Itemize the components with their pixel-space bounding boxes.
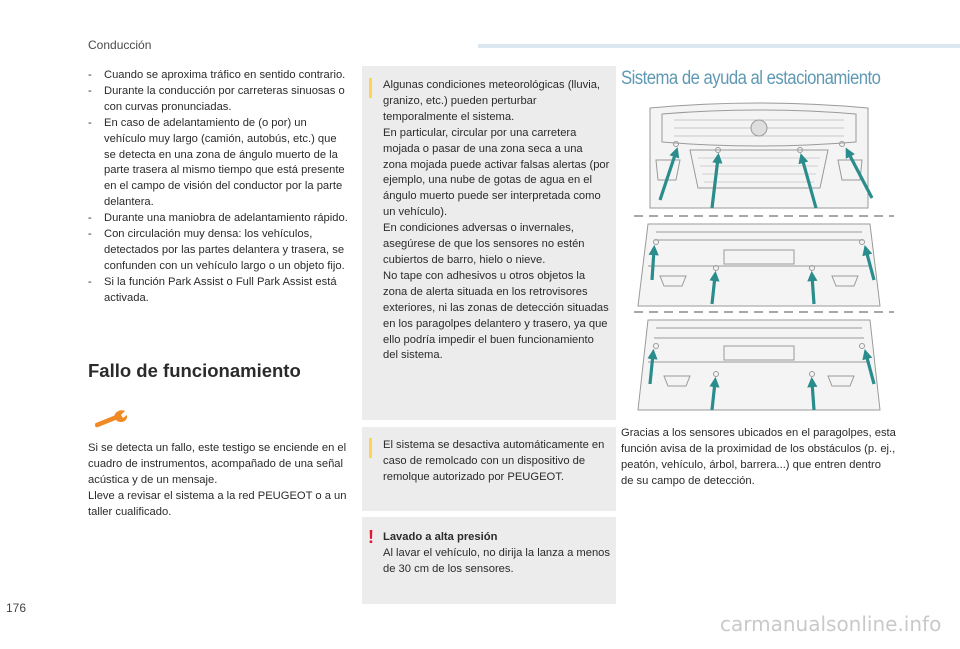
header-bar	[478, 44, 960, 48]
warning-title: Lavado a alta presión	[383, 531, 498, 543]
info-box	[362, 427, 616, 511]
parking-assist-heading: Sistema de ayuda al estacionamiento	[621, 68, 881, 89]
list-item: - Durante una maniobra de adelantamiento rápido.	[88, 211, 348, 227]
rear-bumper-view	[638, 224, 880, 306]
parking-assist-description: Gracias a los sensores ubicados en el paragolpes, esta función avisa de la proximidad de los obstáculos (p. ej., peatón, vehículo, árbol, barrera...) que entren dentro de su campo de detección.	[621, 427, 896, 487]
info-icon	[369, 438, 372, 458]
warning-text: Al lavar el vehículo, no dirija la lanza a menos de 30 cm de los sensores.	[383, 546, 610, 575]
left-column	[88, 68, 348, 307]
condition-list	[88, 68, 348, 307]
list-item: - Con circulación muy densa: los vehículos, detectados por las partes delantera y trasera, se confunden con un vehículo largo o un objeto fijo.	[88, 227, 348, 275]
list-item: - Cuando se aproxima tráfico en sentido contrario.	[88, 68, 348, 84]
malfunction-heading: Fallo de funcionamiento	[88, 360, 301, 381]
rear-bumper-view-alt	[638, 320, 880, 410]
warning-box	[362, 517, 616, 604]
info-icon	[369, 78, 372, 98]
list-item: - Si la función Park Assist o Full Park Assist está activada.	[88, 275, 348, 307]
page-number: 176	[6, 601, 27, 615]
info-text: Algunas condiciones meteorológicas (lluvia, granizo, etc.) pueden perturbar temporalmente el sistema. En particular, circular por una carretera mojada o pasar de una zona seca a una zona mojada puede activar falsas alertas (por ejemplo, una nube de gotas de agua en el ángulo muerto puede ser interpretada como un vehículo). En condiciones adversas o invernales, asegúrese de que los sensores no estén cubiertos de barro, hielo o nieve. No tape con adhesivos u otros objetos la zona de alerta situada en los retrovisores exteriores, ni las zonas de detección situadas en los paragolpes delantero y trasero, ya que ello podría impedir el buen funcionamiento del sistema.	[383, 79, 610, 362]
watermark: carmanualsonline.info	[720, 612, 942, 636]
front-bumper-view	[650, 103, 868, 208]
list-item: - Durante la conducción por carreteras sinuosas o con curvas pronunciadas.	[88, 84, 348, 116]
warning-content	[383, 530, 610, 578]
warning-icon: !	[368, 527, 374, 547]
parking-sensors-illustration	[620, 100, 898, 416]
section-title: Conducción	[88, 38, 152, 52]
info-text: El sistema se desactiva automáticamente en caso de remolcado con un dispositivo de remolque autorizado por PEUGEOT.	[383, 439, 605, 483]
info-box	[362, 66, 616, 420]
wrench-icon	[95, 406, 129, 430]
malfunction-text: Si se detecta un fallo, este testigo se enciende en el cuadro de instrumentos, acompañado de una señal acústica y de un mensaje. Lleve a revisar el sistema a la red PEUGEOT o a un taller cualificado.	[88, 442, 347, 518]
list-item: - En caso de adelantamiento de (o por) un vehículo muy largo (camión, autobús, etc.) que se detecta en una zona de ángulo muerto de la parte trasera al mismo tiempo que está presente en el campo de visión del conductor por la parte delantera.	[88, 116, 348, 211]
